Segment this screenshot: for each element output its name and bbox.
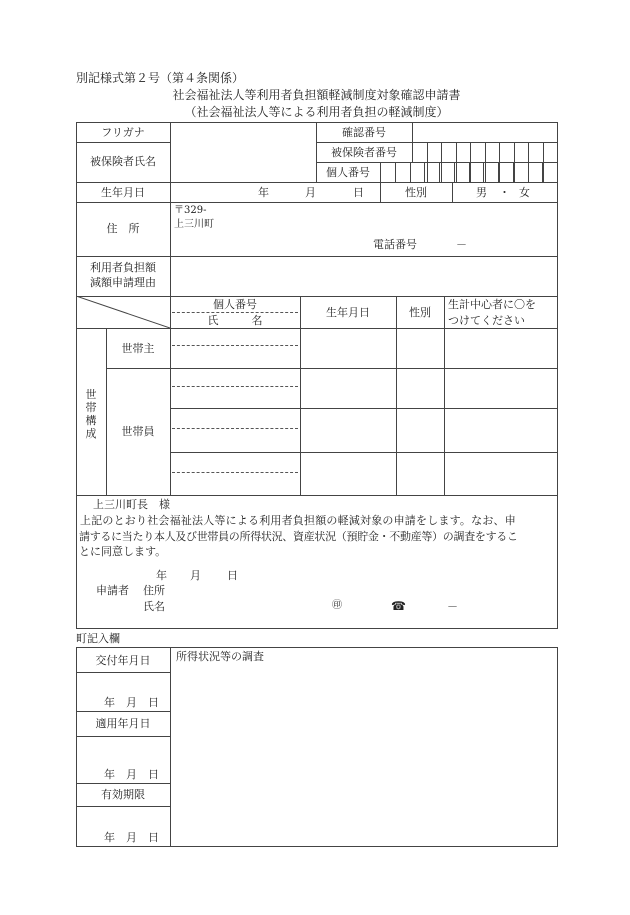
birth-month-unit: 月 [305,186,316,199]
col-head-line2: つけてください [448,314,525,327]
phone-separator: － [456,238,467,251]
applicant-address-label: 住所 [143,584,165,597]
household-member-label: 世帯員 [121,425,155,438]
gender-male[interactable]: 男 [476,186,487,199]
applicant-name-label: 氏名 [143,600,165,613]
reason-field[interactable] [171,257,556,295]
personal-number-box-divider [498,162,499,182]
issue-date-ymd[interactable]: 年 月 日 [104,696,159,709]
confirm-number-label: 確認番号 [342,126,386,139]
issue-date-label: 交付年月日 [95,654,151,667]
col-head-line1: 生計中心者に〇を [448,298,536,311]
declaration-line2: 請するに当たり本人及び世帯員の所得状況、資産状況（預貯金・不動産等）の調査をするこ [79,530,518,543]
gender-label: 性別 [405,186,427,199]
birthdate-label: 生年月日 [101,186,145,199]
apply-day-unit: 日 [227,569,238,582]
personal-number-box-divider [469,162,470,182]
personal-number-box-divider [410,162,411,182]
col-name: 氏 名 [207,314,263,327]
personal-number-box-divider [513,162,514,182]
address-label: 住 所 [106,222,140,235]
personal-number-label: 個人番号 [326,166,370,179]
col-personal-number: 個人番号 [213,298,257,311]
form-reference: 別記様式第２号（第４条関係） [76,71,245,85]
furigana-field[interactable] [171,123,315,141]
insured-number-box-divider [427,142,428,182]
gender-separator: ・ [499,186,510,199]
postal-code[interactable]: 〒329- [174,205,207,216]
household-row-member-2[interactable] [171,409,557,452]
reason-label-line2: 減額申請理由 [90,276,156,289]
valid-until-ymd[interactable]: 年 月 日 [104,831,159,844]
household-head-label: 世帯主 [121,342,155,355]
investigation-label: 所得状況等の調査 [176,650,264,663]
applicant-label: 申請者 [96,584,129,597]
phone-icon: ☎ [391,599,406,613]
office-section-label: 町記入欄 [76,632,120,645]
furigana-label: フリガナ [101,126,145,139]
confirm-number-field[interactable] [413,123,556,141]
insured-name-field[interactable] [171,143,315,181]
apply-year-unit: 年 [156,569,167,582]
household-row-member-3[interactable] [171,453,557,495]
insured-number-box-divider [441,142,442,182]
household-row-member-1[interactable] [171,369,557,408]
insured-number-label: 被保険者番号 [331,146,397,159]
gender-female[interactable]: 女 [519,186,530,199]
personal-number-box-divider [483,162,484,182]
personal-number-box-divider [528,162,529,182]
col-birthdate: 生年月日 [326,306,370,319]
addressee: 上三川町長 様 [93,498,170,511]
apply-date-label: 適用年月日 [95,717,151,730]
personal-number-box-divider [542,162,543,182]
declaration-line3: とに同意します。 [79,545,167,558]
declaration-line1: 上記のとおり社会福祉法人等による利用者負担額の軽減対象の申請をします。なお、申 [80,514,516,527]
insured-number-box-divider [499,142,500,182]
personal-number-box-divider [395,162,396,182]
insured-name-label: 被保険者氏名 [90,155,156,168]
seal-icon: ㊞ [332,600,342,611]
diagonal-slash [76,296,170,328]
reason-label-line1: 利用者負担額 [90,261,156,274]
apply-month-unit: 月 [190,569,201,582]
apply-date-ymd[interactable]: 年 月 日 [104,768,159,781]
household-row-head[interactable] [171,329,557,368]
household-group-label: 世 帯 構 成 [85,388,97,440]
birth-year-unit: 年 [258,186,269,199]
applicant-phone-separator: － [447,600,458,613]
address-town[interactable]: 上三川町 [174,219,214,230]
phone-label: 電話番号 [373,238,417,251]
valid-until-label: 有効期限 [101,788,145,801]
investigation-field[interactable] [171,666,556,846]
birth-day-unit: 日 [353,186,364,199]
personal-number-box-divider [439,162,440,182]
form-subtitle: （社会福祉法人等による利用者負担の軽減制度） [184,105,449,119]
insured-number-box-divider [456,142,457,182]
insured-number-box-divider [485,142,486,182]
personal-number-box-divider [424,162,425,182]
insured-number-box-divider [470,142,471,182]
col-gender: 性別 [409,306,431,319]
form-title: 社会福祉法人等利用者負担額軽減制度対象確認申請書 [172,88,461,102]
personal-number-box-divider [454,162,455,182]
